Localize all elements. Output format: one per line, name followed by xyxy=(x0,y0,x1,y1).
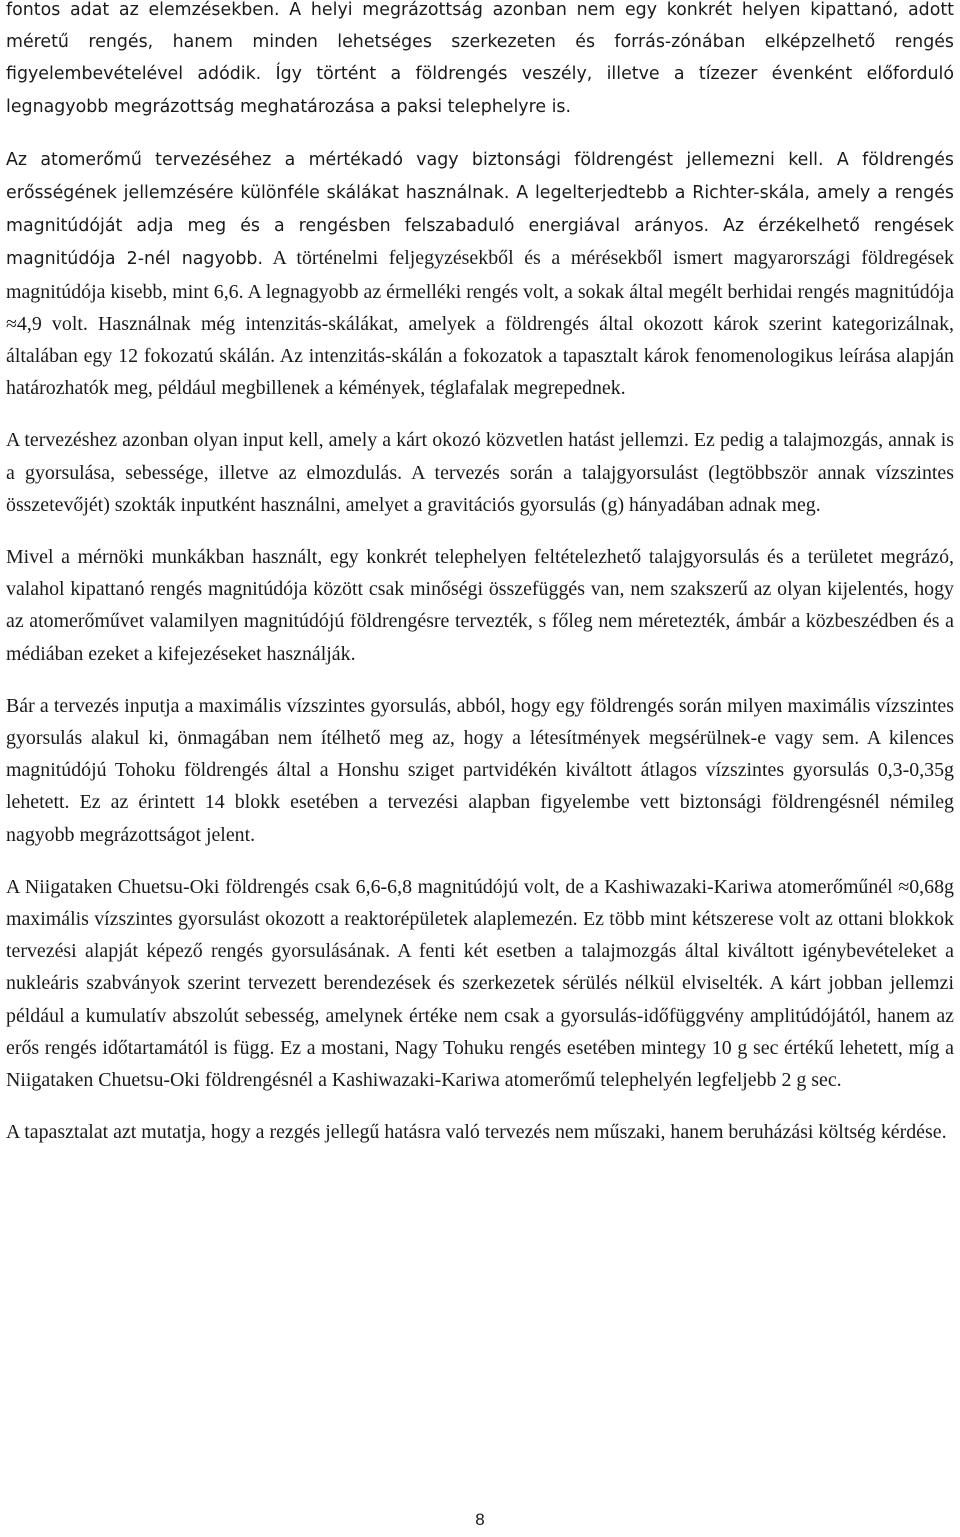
paragraph-text-sans: Az atomerőmű tervezéséhez a mértékadó vagy biztonsági földrengést jellemezni kell. A földrengés erősségének jellemzésére különféle skálákat használnak. A legelterjedtebb a Richter-skála, amely a rengés magnitúdóját adja meg és a rengésben felszabaduló energiával arányos. Az érzékelhető rengések magnitúdója 2-nél nagyobb. xyxy=(6,149,954,270)
page-number: 8 xyxy=(475,1510,485,1529)
paragraph-text-serif: A történelmi feljegyzésekből és a mérésekből ismert magyarországi földregések magnitúdója kisebb, mint 6,6. A legnagyobb az érmelléki rengés volt, a sokak által megélt berhidai rengés magnitúdója ≈4,9 volt. Használnak még intenzitás-skálákat, amelyek a földrengés által okozott károk szerint kategorizálnak, általában egy 12 fokozatú skálán. Az intenzitás-skálán a fokozatok a tapasztalt károk fenomenologikus leírása alapján határozhatók meg, például megbillenek a kémények, téglafalak megrepednek. xyxy=(6,247,954,400)
paragraph-tohoku: Bár a tervezés inputja a maximális vízszintes gyorsulás, abból, hogy egy földrengés során milyen maximális vízszintes gyorsulás alakul ki, önmagában nem ítélhető meg az, hogy a létesítmények megsérülnek-e vagy sem. A kilences magnitúdójú Tohoku földrengés által a Honshu sziget partvidékén kiváltott átlagos vízszintes gyorsulás 0,3-0,35g lehetett. Ez az érintett 14 blokk esetében a tervezési alapban figyelembe vett biztonsági földrengésnél némileg nagyobb megrázottságot jelent. xyxy=(6,694,954,846)
paragraph-engineering-relation: Mivel a mérnöki munkákban használt, egy konkrét telephelyen feltételezhető talajgyorsulás és a területet megrázó, valahol kipattanó rengés magnitúdója között csak minőségi összefüggés van, nem szakszerű az olyan kijelentés, hogy az atomerőművet valamilyen magnitúdójú földrengésre tervezték, s főleg nem méretezték, ámbár a közbeszédben és a médiában ezeket a kifejezéseket használják. xyxy=(6,546,954,665)
paragraph-ground-acceleration: A tervezéshez azonban olyan input kell, amely a kárt okozó közvetlen hatást jellemzi. Ez pedig a talajmozgás, annak is a gyorsulása, sebessége, illetve az elmozdulás. A tervezés során a talajgyorsulást (legtöbbször annak vízszintes összetevőjét) szokták inputként használni, amelyet a gravitációs gyorsulás (g) hányadában adnak meg. xyxy=(6,429,954,516)
paragraph-seismic-hazard xyxy=(6,0,954,123)
document-page xyxy=(6,0,954,1169)
paragraph-text: fontos adat az elemzésekben. A helyi megrázottság azonban nem egy konkrét helyen kipattanó, adott méretű rengés, hanem minden lehetséges szerkezeten és forrás-zónában elképzelhető rengés figyelembevételével adódik. Így történt a földrengés veszély, illetve a tízezer évenként előforduló legnagyobb megrázottság meghatározása a paksi telephelyre is. xyxy=(6,0,954,117)
paragraph-conclusion: A tapasztalat azt mutatja, hogy a rezgés jellegű hatásra való tervezés nem műszaki, hanem beruházási költség kérdése. xyxy=(6,1121,947,1144)
paragraph-magnitude-scales xyxy=(6,143,954,405)
paragraph-niigataken: A Niigataken Chuetsu-Oki földrengés csak 6,6-6,8 magnitúdójú volt, de a Kashiwazaki-Kariwa atomerőműnél ≈0,68g maximális vízszintes gyorsulást okozott a reaktorépületek alaplemezén. Ez több mint kétszerese volt az ottani blokkok tervezési alapját képező rengés gyorsulásának. A fenti két esetben a talajmozgás által kiváltott igénybevételeket a nukleáris szabványok szerint tervezett berendezések és szerkezetek sérülés nélkül elviselték. A kárt jobban jellemzi például a kumulatív abszolút sebesség, amelynek értéke nem csak a gyorsulás-időfüggvény amplitúdójától, hanem az erős rengés időtartamától is függ. Ez a mostani, Nagy Tohuku rengés esetében mintegy 10 g sec értékű lehetett, míg a Niigataken Chuetsu-Oki földrengésnél a Kashiwazaki-Kariwa atomerőmű telephelyén legfeljebb 2 g sec. xyxy=(6,875,954,1092)
